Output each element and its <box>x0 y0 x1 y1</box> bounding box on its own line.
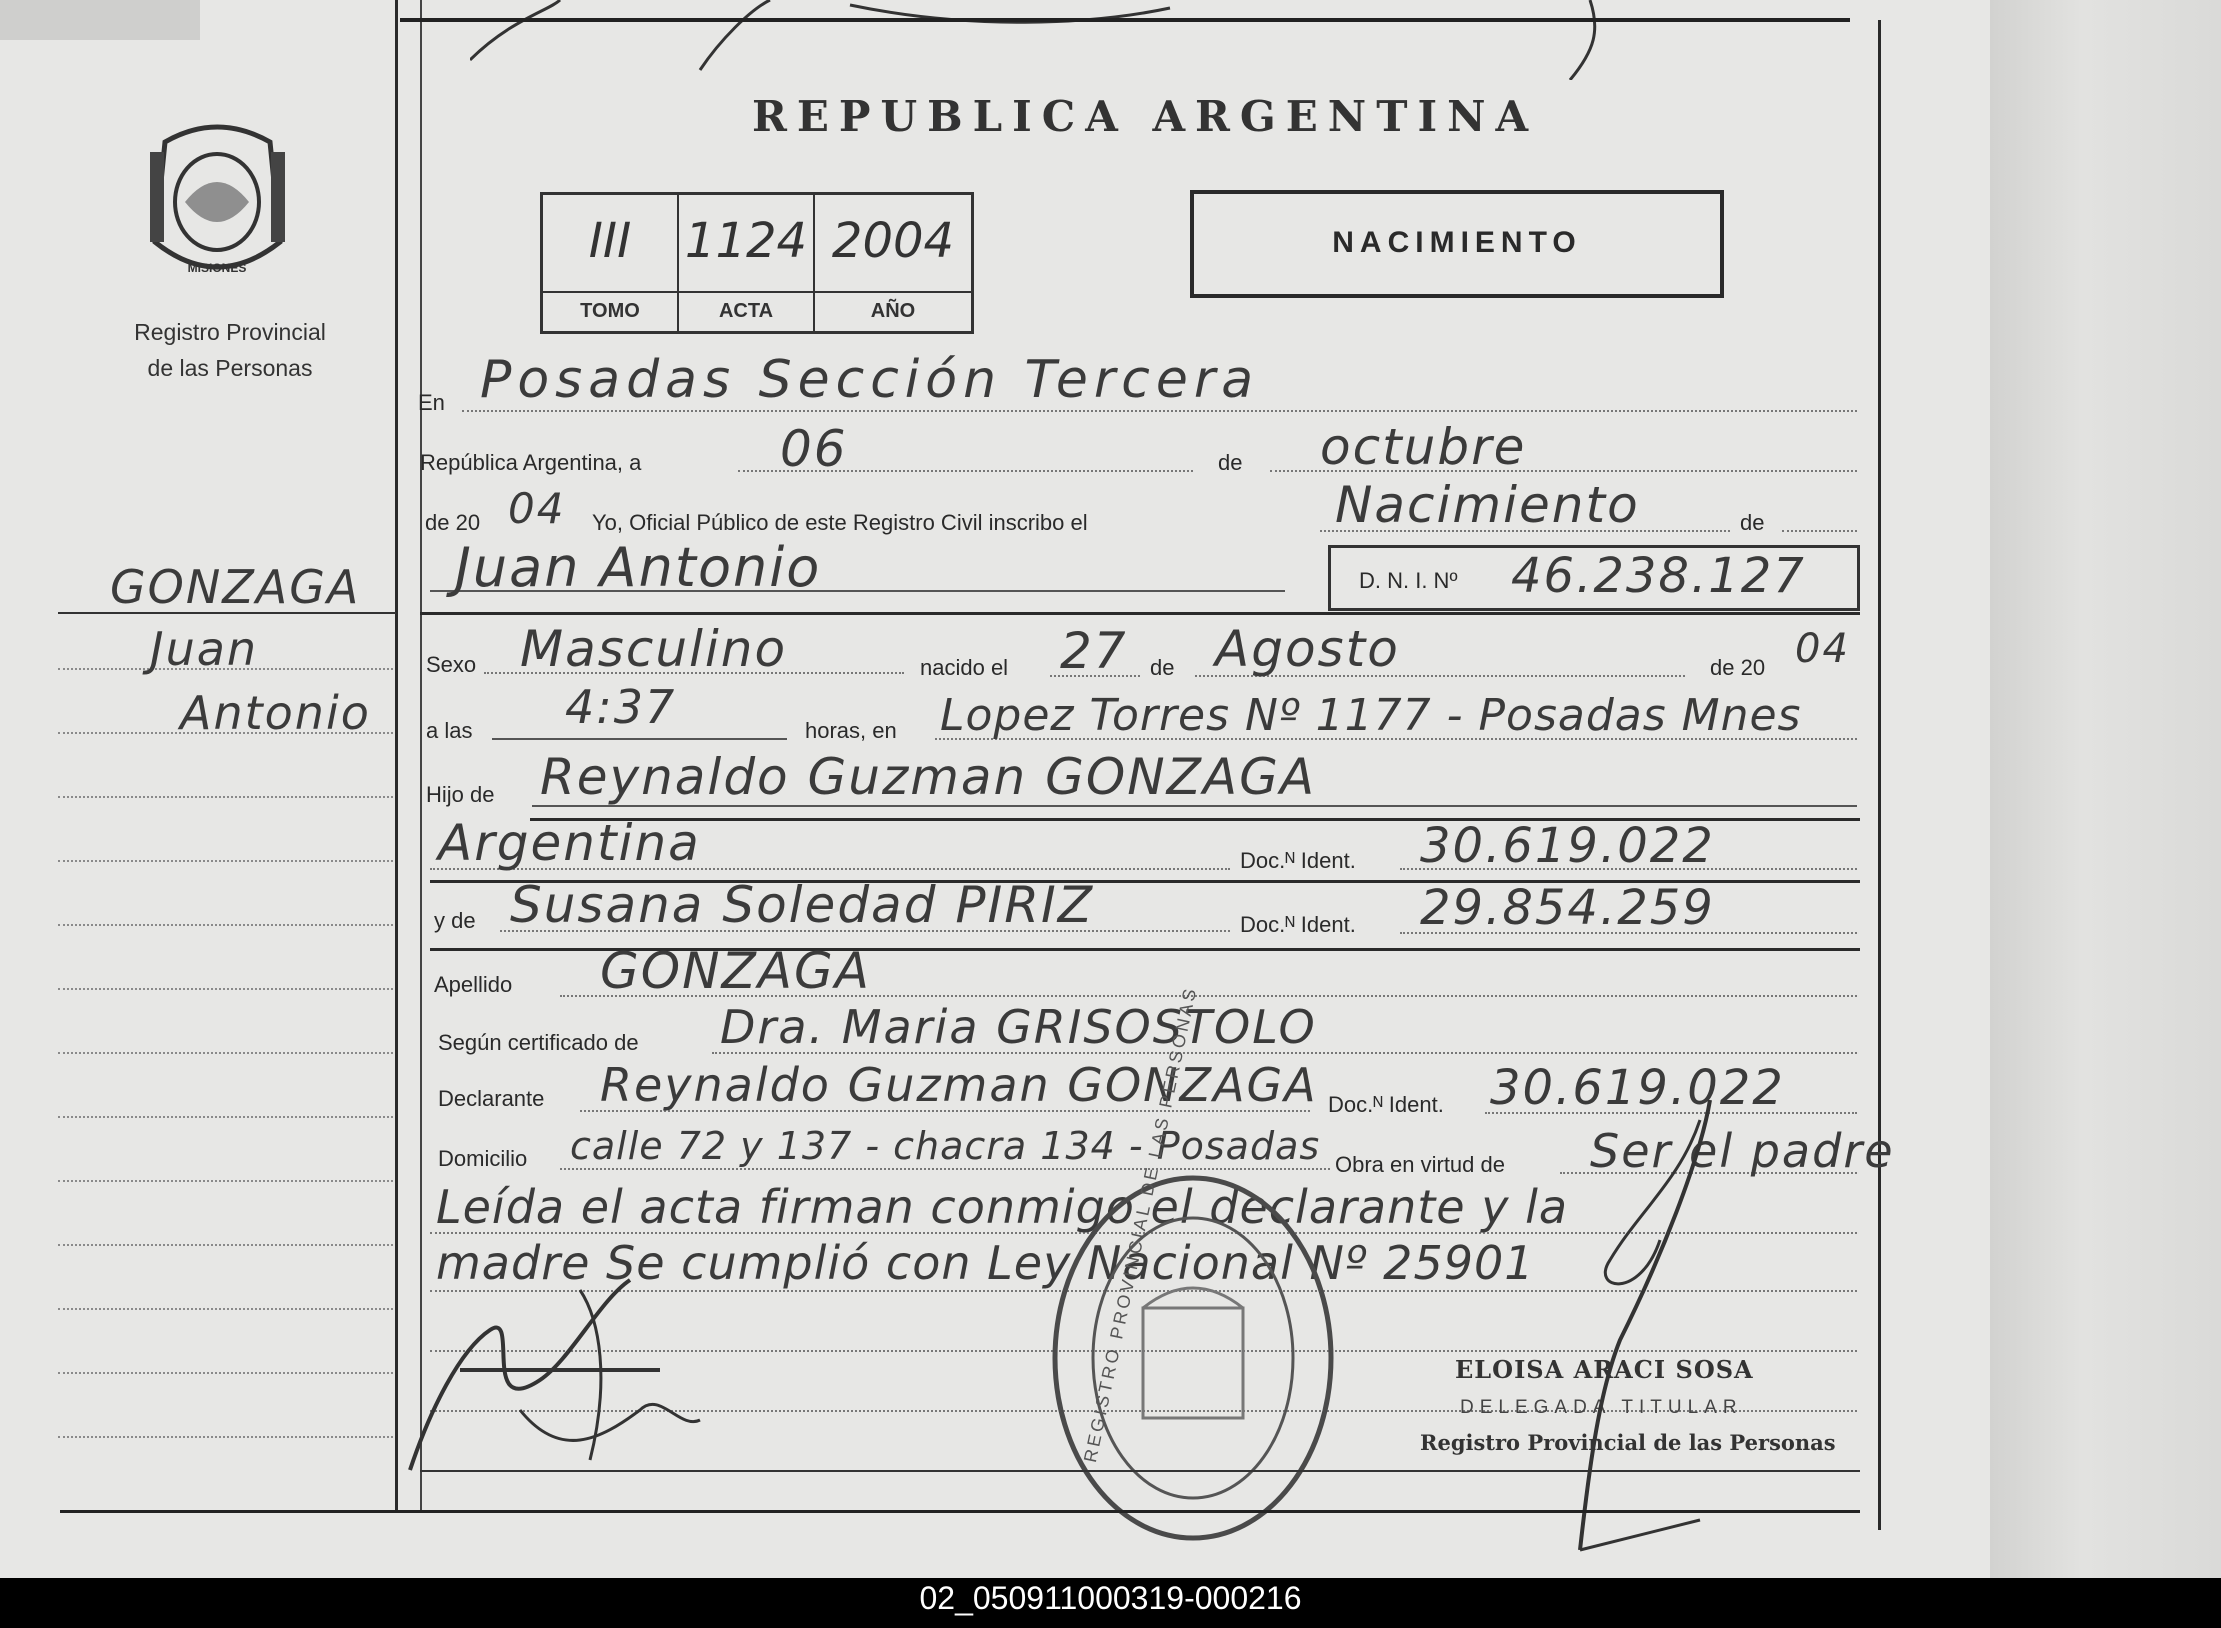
tomo-value: III <box>588 213 632 269</box>
official-position: DELEGADA TITULAR <box>1460 1397 1743 1418</box>
birth-de-label: de <box>1150 655 1175 680</box>
record-type-label: NACIMIENTO <box>1332 226 1582 259</box>
inscribo-label: Yo, Oficial Público de este Registro Civil inscribo el <box>592 510 1088 535</box>
document-title: REPUBLICA ARGENTINA <box>752 92 1539 141</box>
top-signature-strokes <box>470 0 1650 80</box>
obra-value: Ser el padre <box>1590 1124 1895 1178</box>
father-nationality-value: Argentina <box>438 814 701 872</box>
nacido-label: nacido el <box>920 655 1009 680</box>
margin-note-surname: GONZAGA <box>110 560 361 614</box>
event-de-line <box>1782 530 1857 532</box>
declarante-label: Declarante <box>438 1086 545 1111</box>
form-right-border <box>1878 20 1881 1530</box>
margin-note-given-1: Juan <box>150 622 259 676</box>
margin-divider <box>395 0 398 1510</box>
official-signature <box>1560 1100 1720 1560</box>
ano-value: 2004 <box>831 213 955 269</box>
declarant-doc-label: Doc.ᴺ Ident. <box>1328 1092 1444 1117</box>
republica-label: República Argentina, a <box>420 450 642 475</box>
page-bottom-border <box>60 1510 1860 1513</box>
father-doc-value: 30.619.022 <box>1420 818 1715 874</box>
document-id: 02_050911000319-000216 <box>919 1580 1302 1616</box>
mother-doc-value: 29.854.259 <box>1420 880 1715 936</box>
event-value: Nacimiento <box>1335 476 1640 534</box>
margin-rule <box>58 1308 393 1310</box>
birth-time-value: 4:37 <box>565 680 677 734</box>
obra-label: Obra en virtud de <box>1335 1152 1505 1177</box>
certificado-label: Según certificado de <box>438 1030 639 1055</box>
place-value: Posadas Sección Tercera <box>480 350 1260 410</box>
margin-rule <box>58 860 393 862</box>
acta-value: 1124 <box>684 213 808 269</box>
registry-name-line2: de las Personas <box>147 355 313 381</box>
margin-rule <box>58 1116 393 1118</box>
declarant-value: Reynaldo Guzman GONZAGA <box>600 1058 1318 1112</box>
month-de-label: de <box>1218 450 1243 475</box>
margin-rule <box>58 1436 393 1438</box>
birth-day-value: 27 <box>1060 622 1128 680</box>
alas-label: a las <box>426 718 473 743</box>
domicilio-label: Domicilio <box>438 1146 528 1171</box>
time-line <box>492 738 787 740</box>
margin-note-given-2: Antonio <box>180 686 371 740</box>
horas-label: horas, en <box>805 718 897 743</box>
acta-label: ACTA <box>718 300 774 322</box>
book-binding-edge <box>1990 0 2221 1578</box>
sexo-label: Sexo <box>426 652 477 677</box>
top-rule <box>400 18 1850 22</box>
registry-name-line1: Registro Provincial <box>134 319 326 345</box>
ano-label: AÑO <box>870 300 916 322</box>
declarant-doc-value: 30.619.022 <box>1490 1060 1785 1116</box>
record-type-box <box>1190 190 1724 298</box>
yde-label: y de <box>434 908 476 933</box>
ano-cell <box>815 195 971 331</box>
birth-year-suffix: 04 <box>1795 626 1850 672</box>
provincial-crest-icon <box>145 122 290 282</box>
day-value: 06 <box>780 420 848 478</box>
note-text-1: Leída el acta firman conmigo el declarante y la <box>436 1180 1569 1234</box>
surname-value: GONZAGA <box>600 942 871 1000</box>
father-name-value: Reynaldo Guzman GONZAGA <box>540 748 1317 806</box>
margin-rule <box>58 796 393 798</box>
margin-rule <box>58 1052 393 1054</box>
registry-name <box>90 314 370 386</box>
footer-bar <box>0 1578 2221 1628</box>
official-name: ELOISA ARACI SOSA <box>1455 1355 1754 1384</box>
en-label: En <box>418 390 445 415</box>
dni-label: D. N. I. Nº <box>1359 568 1458 593</box>
svg-text:MISIONES: MISIONES <box>187 261 247 275</box>
margin-rule <box>58 924 393 926</box>
month-value: octubre <box>1320 418 1527 476</box>
official-office: Registro Provincial de las Personas <box>1420 1430 1836 1455</box>
tomo-label: TOMO <box>580 300 640 322</box>
birth-place-value: Lopez Torres Nº 1177 - Posadas Mnes <box>940 690 1802 741</box>
margin-rule <box>58 988 393 990</box>
section-rule <box>420 612 1860 615</box>
sex-value: Masculino <box>520 620 788 678</box>
volume-box <box>540 192 974 334</box>
dni-box <box>1328 545 1860 611</box>
dni-value: 46.238.127 <box>1511 548 1806 604</box>
father-doc-label: Doc.ᴺ Ident. <box>1240 848 1356 873</box>
person-name-value: Juan Antonio <box>455 536 822 599</box>
acta-cell <box>679 195 815 331</box>
year-suffix: 04 <box>508 484 566 533</box>
margin-rule <box>58 1180 393 1182</box>
year-prefix: de 20 <box>425 510 481 535</box>
declarant-signature <box>400 1260 720 1480</box>
margin-rule <box>58 1244 393 1246</box>
mother-doc-label: Doc.ᴺ Ident. <box>1240 912 1356 937</box>
birth-year-prefix: de 20 <box>1710 655 1766 680</box>
event-de-label: de <box>1740 510 1765 535</box>
bottom-rule <box>420 1470 1860 1472</box>
birth-month-value: Agosto <box>1215 620 1400 678</box>
address-value: calle 72 y 137 - chacra 134 - Posadas <box>570 1124 1321 1168</box>
place-line <box>462 410 1857 412</box>
note-text-2: madre Se cumplió con Ley Nacional Nº 25901 <box>436 1236 1535 1290</box>
certifier-value: Dra. Maria GRISOSTOLO <box>720 1000 1317 1054</box>
tomo-cell <box>543 195 679 331</box>
hijo-label: Hijo de <box>426 782 495 807</box>
apellido-label: Apellido <box>434 972 513 997</box>
stamp-text: REGISTRO PROVINCIAL DE LAS PERSONAS <box>1080 984 1201 1465</box>
corner-mark <box>0 0 200 40</box>
registry-stamp <box>1048 1168 1338 1548</box>
mother-name-value: Susana Soledad PIRIZ <box>510 876 1094 934</box>
margin-rule <box>58 1372 393 1374</box>
